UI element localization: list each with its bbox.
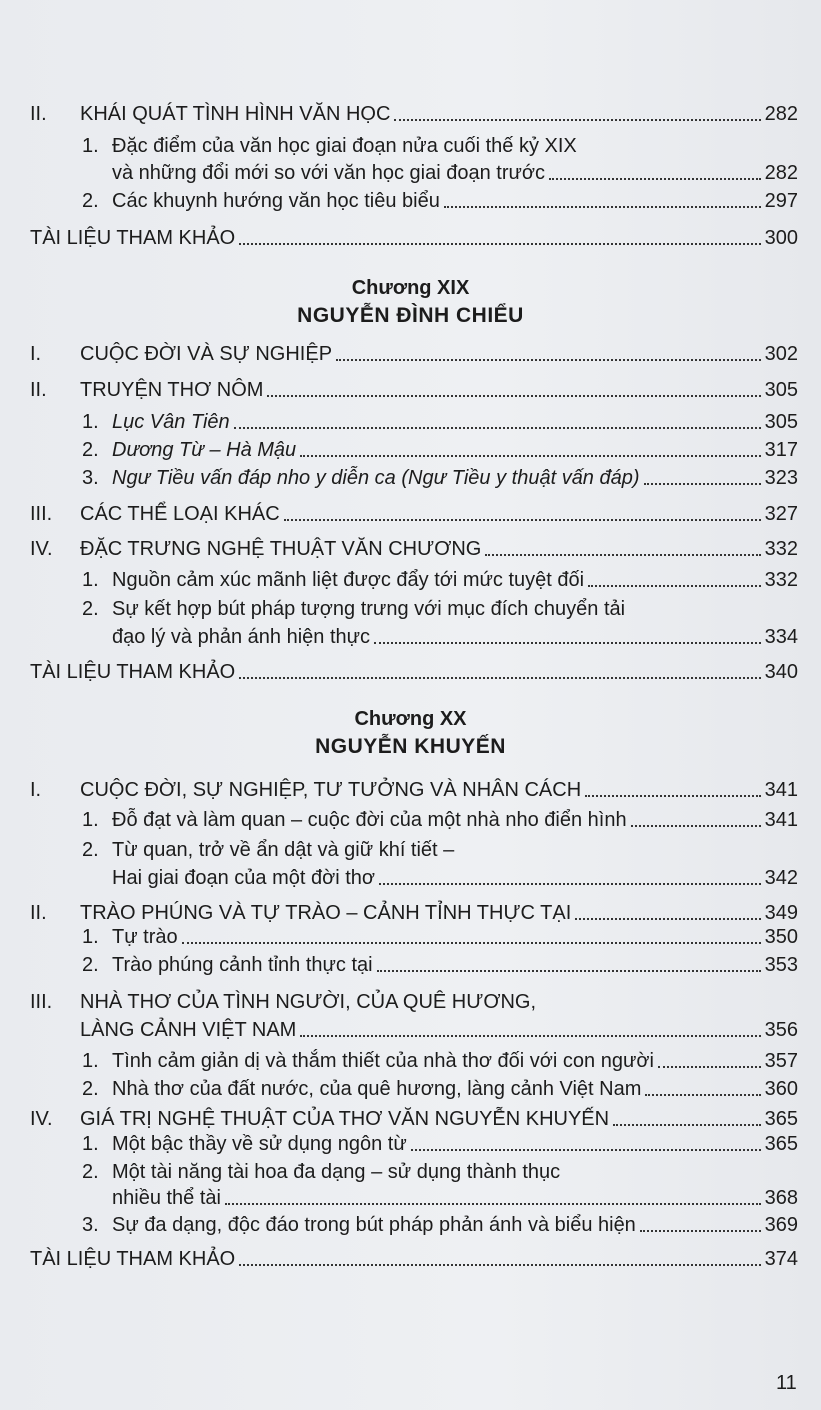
entry-number: IV. xyxy=(30,1108,53,1130)
dot-leader xyxy=(485,553,760,556)
entry-page: 365 xyxy=(764,1108,798,1130)
entry-title: Lục Vân Tiên xyxy=(112,411,230,433)
toc-entry-references[interactable] xyxy=(30,1241,798,1271)
chapter-label: Chương XX xyxy=(354,708,467,730)
toc-entry[interactable] xyxy=(30,802,798,832)
entry-title: ĐẶC TRƯNG NGHỆ THUẬT VĂN CHƯƠNG xyxy=(80,538,482,560)
entry-page: 332 xyxy=(764,538,798,560)
toc-entry[interactable] xyxy=(30,432,798,462)
toc-entry[interactable] xyxy=(30,947,798,977)
toc-entry[interactable] xyxy=(30,128,798,158)
entry-title: Nguồn cảm xúc mãnh liệt được đẩy tới mức tuyệt đối xyxy=(112,569,585,591)
entry-title: Sự đa dạng, độc đáo trong bút pháp phản ánh và biểu hiện xyxy=(112,1214,636,1236)
entry-page: 332 xyxy=(764,569,798,591)
entry-title: TRÀO PHÚNG VÀ TỰ TRÀO – CẢNH TỈNH THỰC TẠI xyxy=(80,902,572,924)
entry-page: 356 xyxy=(764,1019,798,1041)
entry-title: TRUYỆN THƠ NÔM xyxy=(80,379,264,401)
dot-leader xyxy=(225,1202,761,1205)
dot-leader xyxy=(300,454,760,457)
entry-page: 305 xyxy=(764,379,798,401)
entry-page: 353 xyxy=(764,954,798,976)
entry-number: II. xyxy=(30,379,47,401)
dot-leader xyxy=(182,941,761,944)
entry-page: 341 xyxy=(764,809,798,831)
entry-title: TÀI LIỆU THAM KHẢO xyxy=(30,661,236,683)
entry-page: 350 xyxy=(764,926,798,948)
entry-page: 300 xyxy=(764,227,798,249)
toc-entry[interactable] xyxy=(30,772,798,802)
entry-title: Hai giai đoạn của một đời thơ xyxy=(112,867,376,889)
toc-entry[interactable] xyxy=(30,404,798,434)
entry-title: TÀI LIỆU THAM KHẢO xyxy=(30,227,236,249)
entry-number: II. xyxy=(30,902,47,924)
dot-leader xyxy=(640,1229,761,1232)
toc-entry[interactable] xyxy=(30,531,798,561)
entry-page: 334 xyxy=(764,626,798,648)
entry-title: CUỘC ĐỜI VÀ SỰ NGHIỆP xyxy=(80,343,333,365)
entry-number: IV. xyxy=(30,538,53,560)
toc-entry[interactable] xyxy=(30,1043,798,1073)
dot-leader xyxy=(631,824,761,827)
dot-leader xyxy=(267,394,760,397)
entry-title: NHÀ THƠ CỦA TÌNH NGƯỜI, CỦA QUÊ HƯƠNG, xyxy=(80,991,537,1013)
dot-leader xyxy=(234,426,761,429)
entry-page: 369 xyxy=(764,1214,798,1236)
entry-page: 349 xyxy=(764,902,798,924)
entry-number: III. xyxy=(30,503,53,525)
entry-number: 2. xyxy=(82,190,99,212)
dot-leader xyxy=(585,794,760,797)
dot-leader xyxy=(239,1263,760,1266)
toc-entry-references[interactable] xyxy=(30,654,798,684)
toc-entry-continuation xyxy=(30,860,798,890)
entry-page: 368 xyxy=(764,1187,798,1209)
entry-number: 3. xyxy=(82,1214,99,1236)
dot-leader xyxy=(300,1034,760,1037)
entry-title: Tự trào xyxy=(112,926,178,948)
entry-number: 1. xyxy=(82,569,99,591)
entry-page: 297 xyxy=(764,190,798,212)
toc-entry-continuation xyxy=(30,619,798,649)
entry-title: Một bậc thầy về sử dụng ngôn từ xyxy=(112,1133,407,1155)
toc-entry[interactable] xyxy=(30,336,798,366)
entry-page: 302 xyxy=(764,343,798,365)
entry-number: 1. xyxy=(82,926,99,948)
entry-page: 317 xyxy=(764,439,798,461)
toc-entry[interactable] xyxy=(30,460,798,490)
dot-leader xyxy=(549,177,761,180)
entry-number: 2. xyxy=(82,839,99,861)
toc-entry[interactable] xyxy=(30,96,798,126)
entry-page: 341 xyxy=(764,779,798,801)
dot-leader xyxy=(379,882,761,885)
entry-title: CUỘC ĐỜI, SỰ NGHIỆP, TƯ TƯỞNG VÀ NHÂN CÁCH xyxy=(80,779,582,801)
entry-title: Trào phúng cảnh tỉnh thực tại xyxy=(112,954,373,976)
entry-title: Nhà thơ của đất nước, của quê hương, làng cảnh Việt Nam xyxy=(112,1078,642,1100)
entry-number: 1. xyxy=(82,1050,99,1072)
toc-entry[interactable] xyxy=(30,1126,798,1156)
dot-leader xyxy=(645,1093,760,1096)
entry-page: 340 xyxy=(764,661,798,683)
dot-leader xyxy=(588,584,761,587)
entry-title: Đặc điểm của văn học giai đoạn nửa cuối thế kỷ XIX xyxy=(112,135,577,157)
entry-page: 327 xyxy=(764,503,798,525)
toc-entry[interactable] xyxy=(30,591,798,621)
entry-page: 360 xyxy=(764,1078,798,1100)
entry-title: Ngư Tiều vấn đáp nho y diễn ca (Ngư Tiều y thuật vấn đáp) xyxy=(112,467,640,489)
entry-number: 2. xyxy=(82,954,99,976)
entry-title: Sự kết hợp bút pháp tượng trưng với mục đích chuyển tải xyxy=(112,598,626,620)
toc-entry[interactable] xyxy=(30,496,798,526)
entry-number: 1. xyxy=(82,135,99,157)
entry-number: 1. xyxy=(82,1133,99,1155)
entry-number: I. xyxy=(30,343,42,365)
entry-page: 305 xyxy=(764,411,798,433)
dot-leader xyxy=(239,676,760,679)
toc-entry-continuation xyxy=(30,1012,798,1042)
entry-title: Một tài năng tài hoa đa dạng – sử dụng thành thục xyxy=(112,1161,561,1183)
entry-number: 1. xyxy=(82,809,99,831)
dot-leader xyxy=(644,482,761,485)
entry-title: Tình cảm giản dị và thắm thiết của nhà thơ đối với con người xyxy=(112,1050,654,1072)
page-number: 11 xyxy=(776,1372,797,1394)
entry-number: III. xyxy=(30,991,53,1013)
toc-entry-references[interactable] xyxy=(30,220,798,250)
toc-entry[interactable] xyxy=(30,1207,798,1237)
dot-leader xyxy=(658,1065,761,1068)
entry-title: GIÁ TRỊ NGHỆ THUẬT CỦA THƠ VĂN NGUYỄN KHUYẾN xyxy=(80,1108,610,1130)
entry-page: 357 xyxy=(764,1050,798,1072)
toc-entry-continuation xyxy=(30,155,798,185)
entry-number: 2. xyxy=(82,1161,99,1183)
entry-title: KHÁI QUÁT TÌNH HÌNH VĂN HỌC xyxy=(80,103,391,125)
chapter-label: Chương XIX xyxy=(351,277,470,299)
entry-title: Dương Từ – Hà Mậu xyxy=(112,439,297,461)
dot-leader xyxy=(374,641,761,644)
entry-page: 374 xyxy=(764,1248,798,1270)
entry-title: Các khuynh hướng văn học tiêu biểu xyxy=(112,190,440,212)
dot-leader xyxy=(394,118,760,121)
toc-entry[interactable] xyxy=(30,372,798,402)
toc-entry[interactable] xyxy=(30,183,798,213)
entry-page: 365 xyxy=(764,1133,798,1155)
entry-number: 2. xyxy=(82,598,99,620)
dot-leader xyxy=(239,242,760,245)
entry-number: 2. xyxy=(82,1078,99,1100)
chapter-title: NGUYỄN KHUYẾN xyxy=(315,735,506,758)
toc-entry[interactable] xyxy=(30,1071,798,1101)
entry-title: và những đổi mới so với văn học giai đoạn trước xyxy=(112,162,545,184)
entry-number: II. xyxy=(30,103,47,125)
dot-leader xyxy=(411,1148,761,1151)
dot-leader xyxy=(336,358,761,361)
entry-title: đạo lý và phản ánh hiện thực xyxy=(112,626,371,648)
dot-leader xyxy=(284,518,761,521)
entry-page: 323 xyxy=(764,467,798,489)
entry-title: Từ quan, trở về ẩn dật và giữ khí tiết – xyxy=(112,839,455,861)
entry-page: 282 xyxy=(764,162,798,184)
entry-page: 282 xyxy=(764,103,798,125)
entry-number: I. xyxy=(30,779,42,801)
entry-title: nhiều thể tài xyxy=(112,1187,221,1209)
toc-entry[interactable] xyxy=(30,919,798,949)
entry-title: TÀI LIỆU THAM KHẢO xyxy=(30,1248,236,1270)
entry-number: 1. xyxy=(82,411,99,433)
dot-leader xyxy=(377,969,761,972)
entry-page: 342 xyxy=(764,867,798,889)
entry-number: 2. xyxy=(82,439,99,461)
chapter-title: NGUYỄN ĐÌNH CHIỂU xyxy=(297,304,524,327)
toc-entry[interactable] xyxy=(30,984,798,1014)
entry-title: CÁC THỂ LOẠI KHÁC xyxy=(80,503,280,525)
toc-entry[interactable] xyxy=(30,832,798,862)
dot-leader xyxy=(444,205,761,208)
toc-entry[interactable] xyxy=(30,562,798,592)
entry-title: Đỗ đạt và làm quan – cuộc đời của một nhà nho điển hình xyxy=(112,809,627,831)
entry-title: LÀNG CẢNH VIỆT NAM xyxy=(80,1019,297,1041)
toc-entry-continuation xyxy=(30,1180,798,1210)
entry-number: 3. xyxy=(82,467,99,489)
